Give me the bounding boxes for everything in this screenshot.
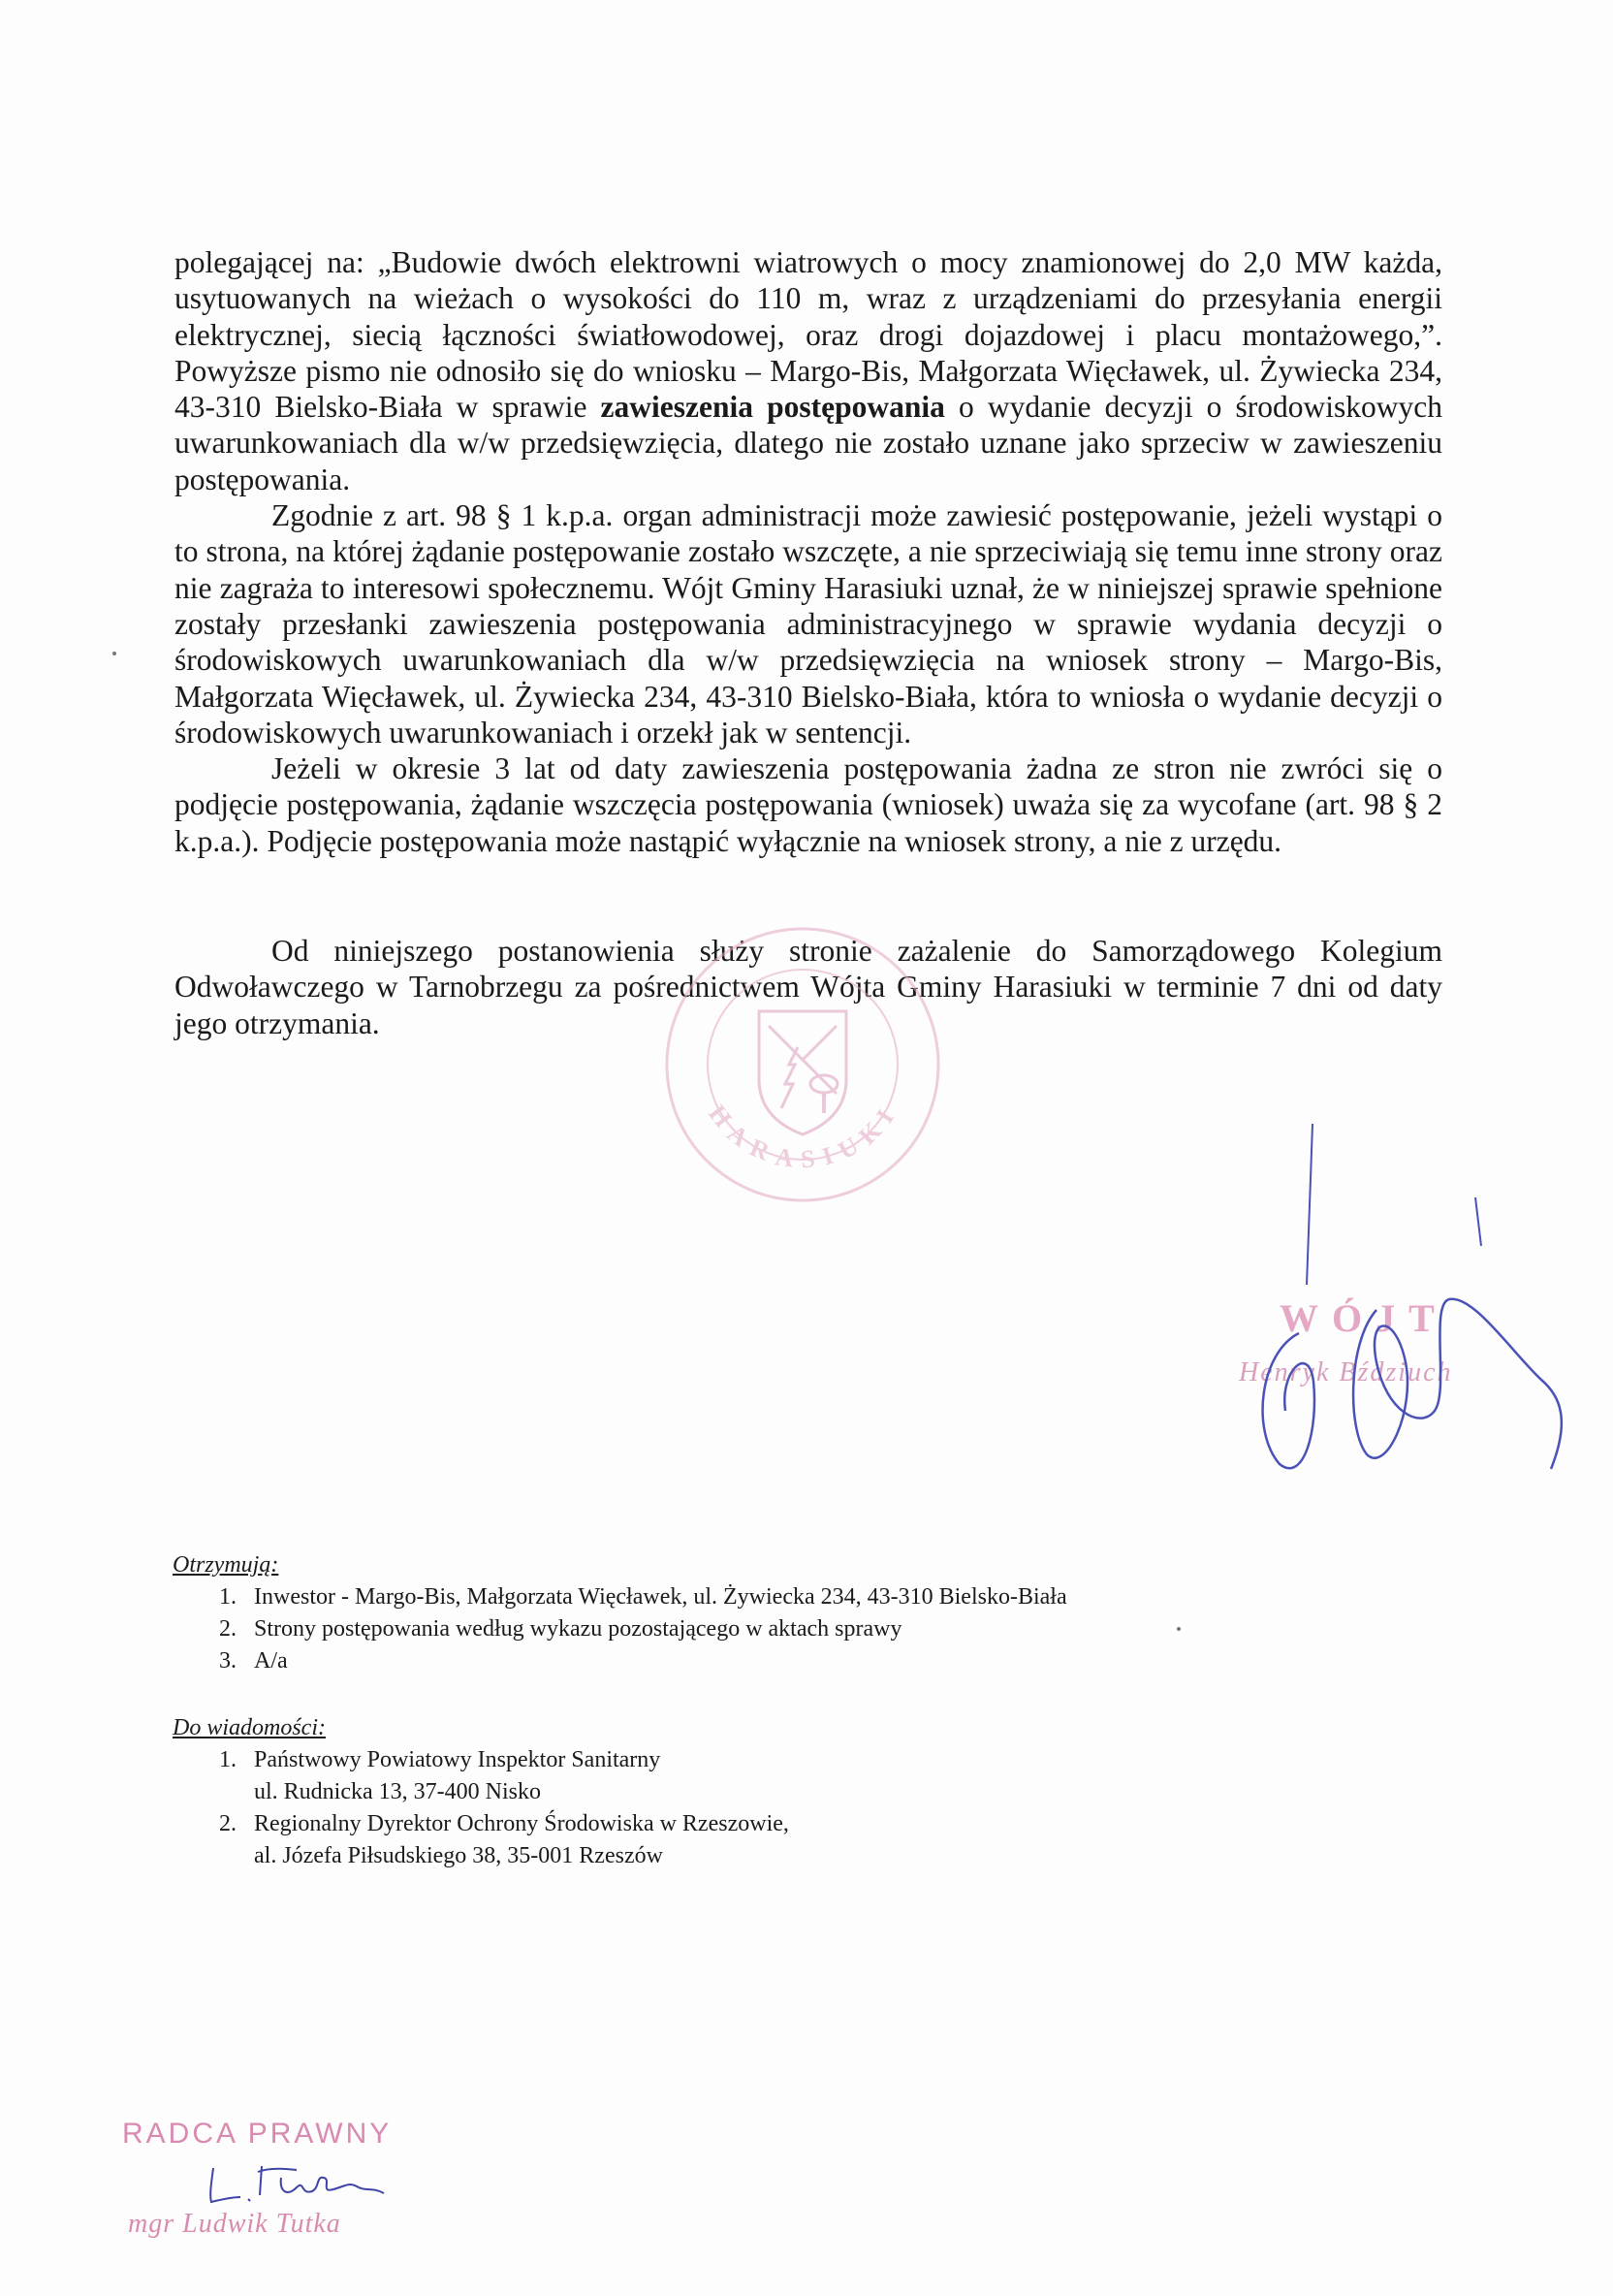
seal-text: HARASIUKI: [703, 1096, 905, 1174]
scan-mark: [1177, 1627, 1181, 1631]
wojt-stamp-name: Henryk Bździuch: [1239, 1357, 1453, 1387]
legal-counsel-signature: [204, 2149, 397, 2216]
list-item: 2. Regionalny Dyrektor Ochrony Środowiska w Rzeszowie, al. Józefa Piłsudskiego 38, 35-001 Rzeszów: [219, 1811, 789, 1868]
paragraph-1: polegającej na: „Budowie dwóch elektrowni wiatrowych o mocy znamionowej do 2,0 MW każda, usytuowanych na wieżach o wysokości do 110 m, wraz z urządzeniami do przesyłania energii elektrycznej, siecią łączności światłowodowej, oraz drogi dojazdowej i placu montażowego,”. Powyższe pismo nie odnosiło się do wniosku – Margo-Bis, Małgorzata Więcławek, ul. Żywiecka 234, 43-310 Bielsko-Biała w sprawie zawieszenia postępowania o wydanie decyzji o środowiskowych uwarunkowaniach dla w/w przedsięwzięcia, dlatego nie zostało uznane jako sprzeciw w zawieszeniu postępowania.: [174, 245, 1442, 496]
legal-counsel-stamp-name: mgr Ludwik Tutka: [128, 2209, 341, 2239]
wojt-stamp-title: WÓJT: [1280, 1296, 1448, 1340]
for-information-heading: Do wiadomości:: [173, 1715, 326, 1740]
handwritten-signature: [1221, 1120, 1590, 1508]
list-item: 1. Inwestor - Margo-Bis, Małgorzata Więcławek, ul. Żywiecka 234, 43-310 Bielsko-Biała: [219, 1584, 1067, 1610]
list-item: 2. Strony postępowania według wykazu pozostającego w aktach sprawy: [219, 1616, 902, 1642]
for-information-list: [173, 1744, 1239, 1872]
bold-phrase: zawieszenia postępowania: [600, 390, 945, 425]
list-item: 1. Państwowy Powiatowy Inspektor Sanitarny ul. Rudnicka 13, 37-400 Nisko: [219, 1747, 661, 1804]
official-seal: [657, 919, 948, 1210]
paragraph-2: Zgodnie z art. 98 § 1 k.p.a. organ administracji może zawiesić postępowanie, jeżeli wystąpi o to strona, na której żądanie postępowanie zostało wszczęte, a nie sprzeciwiają się temu inne strony oraz nie zagraża to interesowi społecznemu. Wójt Gminy Harasiuki uznał, że w niniejszej sprawie spełnione zostały przesłanki zawieszenia postępowania administracyjnego w sprawie wydania decyzji o środowiskowych uwarunkowaniach dla w/w przedsięwzięcia na wniosek strony – Margo-Bis, Małgorzata Więcławek, ul. Żywiecka 234, 43-310 Bielsko-Biała, która to wniosła o wydanie decyzji o środowiskowych uwarunkowaniach i orzekł jak w sentencji.: [174, 498, 1442, 749]
paragraph-appeal: Od niniejszego postanowienia służy stronie zażalenie do Samorządowego Kolegium Odwoławczego w Tarnobrzegu za pośrednictwem Wójta Gminy Harasiuki w terminie 7 dni od daty jego otrzymania.: [174, 934, 1442, 1040]
scan-mark: [112, 652, 116, 655]
list-item: 3. A/a: [219, 1648, 288, 1674]
paragraph-3: Jeżeli w okresie 3 lat od daty zawieszenia postępowania żadna ze stron nie zwróci się o podjęcie postępowania, żądanie wszczęcia postępowania (wniosek) uważa się za wycofane (art. 98 § 2 k.p.a.). Podjęcie postępowania może nastąpić wyłącznie na wniosek strony, a nie z urzędu.: [174, 751, 1442, 858]
distribution-lists: [173, 1549, 1239, 1872]
recipients-list: [173, 1581, 1239, 1677]
legal-counsel-stamp-title: RADCA PRAWNY: [122, 2118, 393, 2150]
recipients-heading: Otrzymują:: [173, 1552, 279, 1578]
